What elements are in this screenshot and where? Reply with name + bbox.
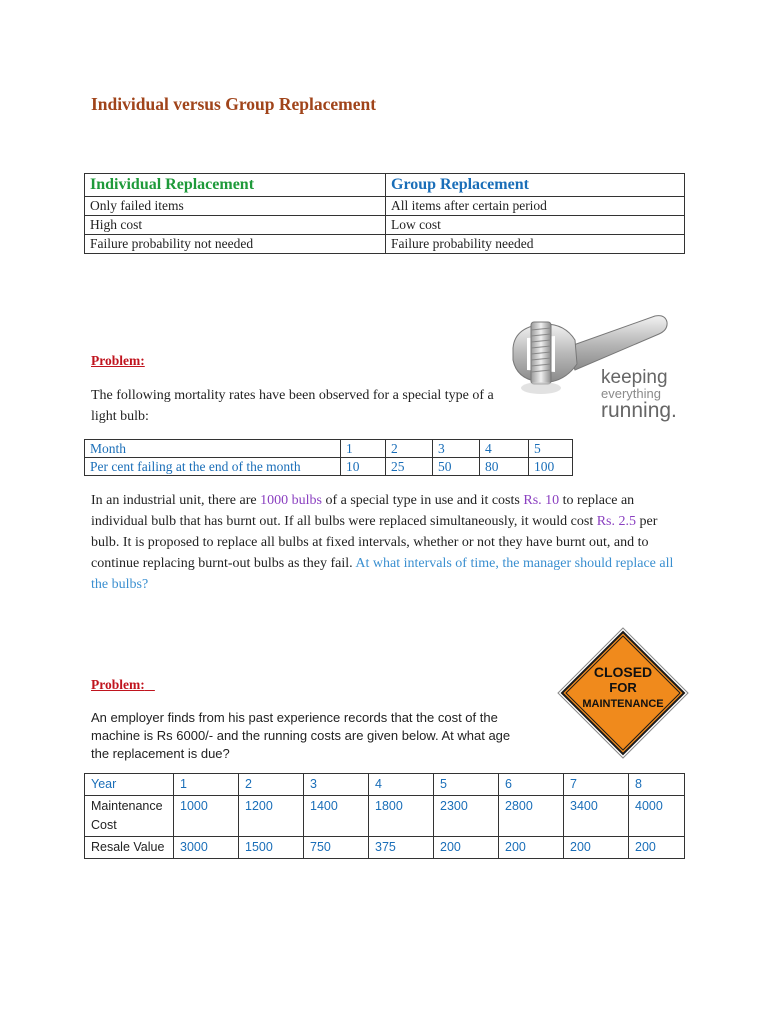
- table-cell: 25: [386, 458, 433, 476]
- table-cell: 5: [529, 440, 573, 458]
- table-cell: Only failed items: [85, 197, 386, 216]
- table-cell: 2: [239, 774, 304, 796]
- problem1-question: At what intervals of time, the manager should replace all the bulbs?: [91, 556, 674, 592]
- table-cell: 3: [304, 774, 369, 796]
- highlight-cost-individual: Rs. 10: [523, 493, 560, 508]
- table-cell: 8: [629, 774, 685, 796]
- table-cell: 6: [499, 774, 564, 796]
- highlight-cost-group: Rs. 2.5: [596, 514, 637, 529]
- table-cell: 7: [564, 774, 629, 796]
- problem2-heading-text: Problem:: [91, 677, 145, 692]
- header-group: Group Replacement: [386, 174, 685, 197]
- table-cell: 1: [174, 774, 239, 796]
- page-title: Individual versus Group Replacement: [91, 94, 377, 114]
- table-row: [85, 796, 685, 837]
- comparison-table: [84, 173, 685, 254]
- body-text: per bulb. It is proposed to replace all bulbs at fixed intervals, whether or not they have burnt out, and to continue replacing burnt-out bulbs as they fail.: [91, 514, 658, 571]
- table-cell: 10: [341, 458, 386, 476]
- highlight-bulbs: 1000 bulbs: [260, 493, 322, 508]
- row-label: Per cent failing at the end of the month: [85, 458, 341, 476]
- table-cell: 200: [434, 837, 499, 859]
- table-cell: Failure probability not needed: [85, 235, 386, 254]
- table-row: [85, 216, 685, 235]
- table-cell: Failure probability needed: [386, 235, 685, 254]
- table-cell: 4000: [629, 796, 685, 837]
- table-cell: 2: [386, 440, 433, 458]
- mortality-table: [84, 439, 573, 476]
- table-row: [85, 440, 573, 458]
- table-cell: 1800: [369, 796, 434, 837]
- sign-line-closed: CLOSED: [593, 664, 653, 680]
- table-cell: 4: [480, 440, 529, 458]
- table-row: [85, 774, 685, 796]
- table-cell: 4: [369, 774, 434, 796]
- maintenance-sign: [556, 626, 690, 760]
- table-cell: 2800: [499, 796, 564, 837]
- table-cell: 750: [304, 837, 369, 859]
- body-text: to replace an individual bulb that has burnt out. If all bulbs were replaced simultaneously, it would cost: [91, 493, 635, 529]
- table-cell: 375: [369, 837, 434, 859]
- row-label: Maintenance Cost: [85, 796, 174, 837]
- header-individual: Individual Replacement: [85, 174, 386, 197]
- table-cell: 3000: [174, 837, 239, 859]
- table-cell: High cost: [85, 216, 386, 235]
- table-cell: 200: [564, 837, 629, 859]
- problem2-intro: An employer finds from his past experience records that the cost of the machine is Rs 6000/- and the running costs are given below. At what age the replacement is due?: [91, 710, 511, 761]
- row-label: Year: [85, 774, 174, 796]
- wrench-caption-running: running.: [601, 399, 677, 422]
- sign-line-for: FOR: [609, 680, 637, 695]
- table-row: [85, 197, 685, 216]
- table-cell: 80: [480, 458, 529, 476]
- table-cell: 5: [434, 774, 499, 796]
- table-cell: All items after certain period: [386, 197, 685, 216]
- table-cell: 1200: [239, 796, 304, 837]
- body-text: of a special type in use and it costs: [321, 493, 524, 508]
- cost-table: [84, 773, 685, 859]
- problem1-body: [91, 490, 686, 595]
- table-cell: 200: [499, 837, 564, 859]
- table-cell: 100: [529, 458, 573, 476]
- wrench-caption-keeping: keeping: [601, 367, 668, 388]
- body-text: In an industrial unit, there are: [91, 493, 261, 508]
- table-row: [85, 837, 685, 859]
- table-row: [85, 458, 573, 476]
- problem1-heading: Problem:: [91, 353, 145, 368]
- wrench-image: [505, 308, 675, 428]
- table-cell: 1000: [174, 796, 239, 837]
- table-cell: 200: [629, 837, 685, 859]
- problem2-heading: [91, 677, 155, 693]
- table-cell: 3400: [564, 796, 629, 837]
- table-cell: 1500: [239, 837, 304, 859]
- wrench-caption-everything: everything: [601, 386, 661, 401]
- table-cell: 3: [433, 440, 480, 458]
- row-label: Resale Value: [85, 837, 174, 859]
- table-cell: 50: [433, 458, 480, 476]
- table-cell: 1: [341, 440, 386, 458]
- table-row: [85, 235, 685, 254]
- table-cell: 2300: [434, 796, 499, 837]
- table-header-row: [85, 174, 685, 197]
- row-label: Month: [85, 440, 341, 458]
- problem1-intro: The following mortality rates have been observed for a special type of a light bulb:: [91, 388, 494, 424]
- sign-line-maintenance: MAINTENANCE: [582, 698, 664, 710]
- table-cell: Low cost: [386, 216, 685, 235]
- table-cell: 1400: [304, 796, 369, 837]
